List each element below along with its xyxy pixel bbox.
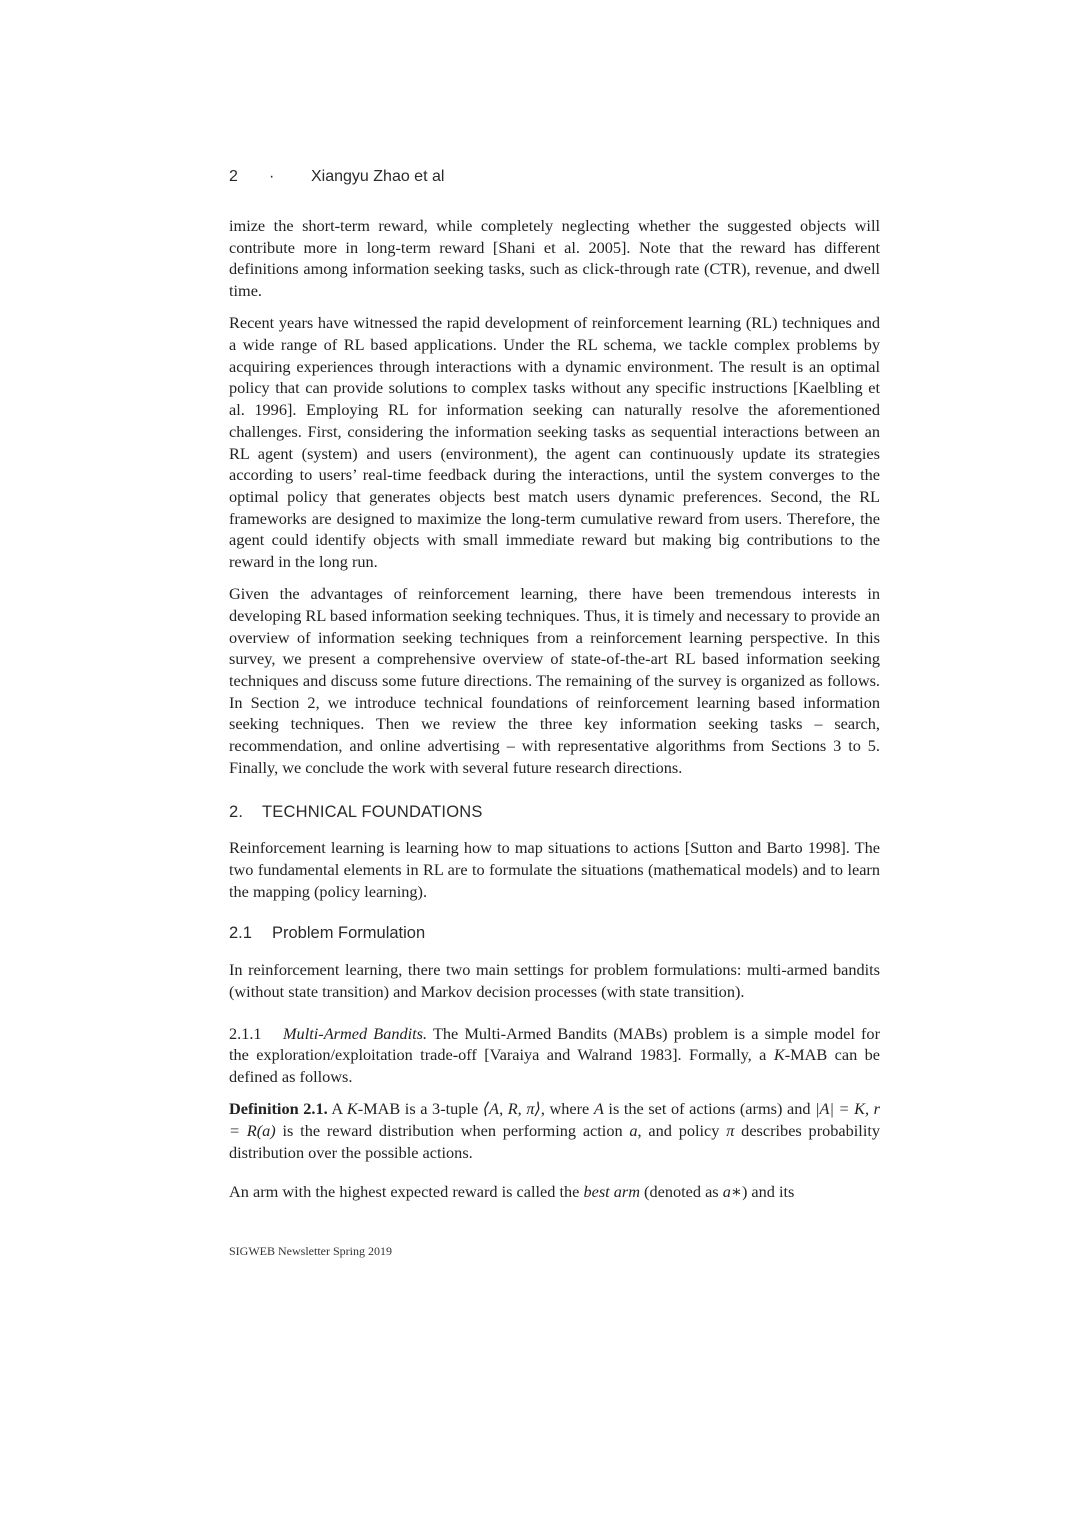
section-number: 2. bbox=[229, 802, 244, 821]
paragraph-title: Multi-Armed Bandits. bbox=[283, 1023, 428, 1043]
def-text: is the reward distribution when performing action bbox=[275, 1120, 630, 1140]
def-text: describes probability distribution over the possible actions. bbox=[229, 1120, 881, 1162]
math-k: K bbox=[773, 1045, 785, 1065]
running-head bbox=[229, 168, 444, 186]
def-math-equation: |A| = K, r = R(a) bbox=[229, 1099, 880, 1140]
paragraph-number: 2.1.1 bbox=[229, 1023, 262, 1043]
running-head-authors: Xiangyu Zhao et al bbox=[311, 168, 445, 185]
best-arm-math: a∗ bbox=[722, 1182, 742, 1202]
def-math-pi: π bbox=[726, 1120, 735, 1140]
paragraph-best-arm bbox=[229, 1181, 880, 1203]
def-math-tuple: ⟨A, R, π⟩ bbox=[482, 1099, 541, 1119]
best-arm-text: An arm with the highest expected reward is called the bbox=[229, 1182, 584, 1202]
paragraph-rl-definition: Reinforcement learning is learning how to map situations to actions [Sutton and Barto 1998]. The two fundamental elements in RL are to formulate the situations (mathematical models) and to learn the mapping (policy learning). bbox=[229, 838, 880, 901]
paragraph-problem-settings: In reinforcement learning, there two main settings for problem formulations: multi-armed bandits (without state transition) and Markov decision processes (with state transition). bbox=[229, 960, 880, 1001]
def-text: , and policy bbox=[637, 1120, 727, 1140]
paragraph-rl-development: Recent years have witnessed the rapid development of reinforcement learning (RL) techniques and a wide range of RL based applications. Under the RL schema, we tackle complex problems by acquiring experiences through interactions with a dynamic environment. The result is an optimal policy that can provide solutions to complex tasks without any specific instructions [Kaelbling et al. 1996]. Employing RL for information seeking can naturally resolve the aforementioned challenges. First, considering the information seeking tasks as sequential interactions between an RL agent (system) and users (environment), the agent can continuously update its strategies according to users’ real-time feedback during the interactions, until the system converges to the optimal policy that generates objects best match users dynamic preferences. Second, the RL frameworks are designed to maximize the long-term cumulative reward from users. Therefore, the agent could identify objects with small immediate reward but making big contributions to the reward in the long run. bbox=[229, 313, 880, 572]
definition-label: Definition 2.1. bbox=[229, 1099, 328, 1119]
section-heading-technical-foundations bbox=[229, 802, 880, 824]
definition-2-1 bbox=[229, 1098, 880, 1163]
best-arm-text: ) and its bbox=[741, 1182, 795, 1202]
best-arm-text: (denoted as bbox=[639, 1182, 723, 1202]
def-math-action: a bbox=[629, 1120, 638, 1140]
page-number: 2 bbox=[229, 168, 238, 185]
paragraph-continuation: imize the short-term reward, while completely neglecting whether the suggested objects will contribute more in long-term reward [Shani et al. 2005]. Note that the reward has different definitions among information seeking tasks, such as click-through rate (CTR), revenue, and dwell time. bbox=[229, 216, 880, 301]
subsection-heading-problem-formulation bbox=[229, 923, 880, 945]
subsection-number: 2.1 bbox=[229, 924, 252, 943]
def-text: is the set of actions (arms) and bbox=[603, 1099, 816, 1119]
def-text: -MAB is a 3-tuple bbox=[357, 1099, 483, 1119]
def-text: A bbox=[327, 1099, 347, 1119]
header-separator: · bbox=[269, 168, 275, 185]
mab-text-end: -MAB can be defined as follows. bbox=[229, 1045, 880, 1086]
paragraph-survey-overview: Given the advantages of reinforcement learning, there have been tremendous interests in developing RL based information seeking techniques. Thus, it is timely and necessary to provide an overview of information seeking techniques from a reinforcement learning perspective. In this survey, we present a comprehensive overview of state-of-the-art RL based information seeking techniques and discuss some future directions. The remaining of the survey is organized as follows. In Section 2, we introduce technical foundations of reinforcement learning based information seeking techniques. Then we review the three key information seeking tasks – search, recommendation, and online advertising – with representative algorithms from Sections 3 to 5. Finally, we conclude the work with several future research directions. bbox=[229, 584, 880, 777]
paragraph-multi-armed-bandits bbox=[229, 1023, 880, 1088]
page-footer: SIGWEB Newsletter Spring 2019 bbox=[229, 1244, 392, 1258]
best-arm-term: best arm bbox=[583, 1182, 640, 1202]
subsection-title: Problem Formulation bbox=[272, 924, 426, 943]
def-math-a: A bbox=[593, 1099, 604, 1119]
body-text bbox=[229, 215, 880, 1213]
section-title: TECHNICAL FOUNDATIONS bbox=[262, 802, 483, 821]
def-math-k: K bbox=[346, 1099, 358, 1119]
mab-text: The Multi-Armed Bandits (MABs) problem is a simple model for the exploration/exploitation trade-off [Varaiya and Walrand 1983]. Formally, a bbox=[229, 1023, 880, 1065]
def-text: , where bbox=[540, 1099, 594, 1119]
